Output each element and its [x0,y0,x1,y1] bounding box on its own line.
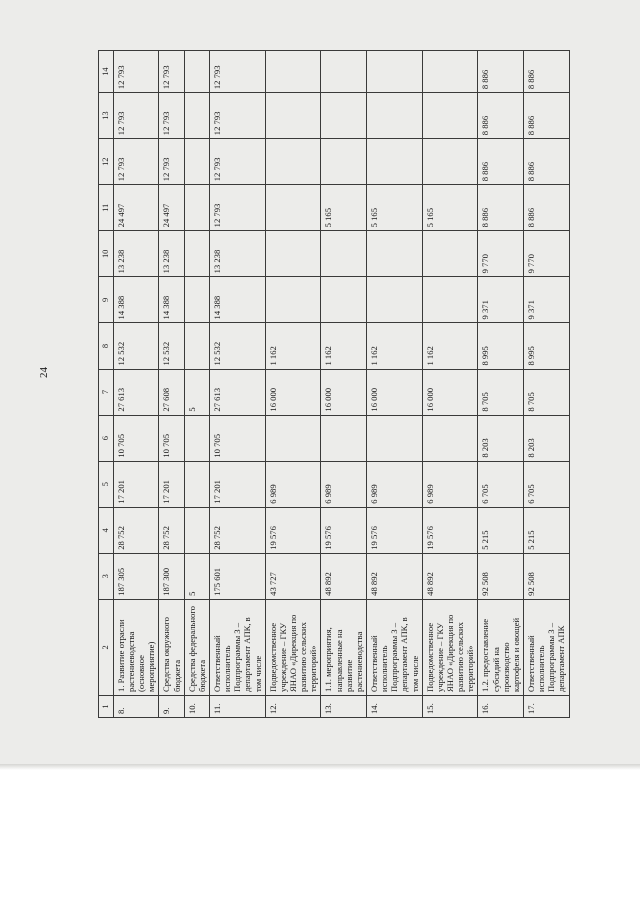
page-number: 24 [38,367,50,378]
column-header-12: 12 [99,139,114,185]
row-label: 1.2. предоставление субсидий на производство картофеля и овощей [478,599,524,695]
value-cell: 12 532 [159,323,184,369]
value-cell [184,507,209,553]
value-cell: 8 995 [478,323,524,369]
value-cell: 17 201 [210,461,266,507]
value-cell: 12 793 [159,51,184,93]
value-cell: 27 608 [159,369,184,415]
table-row [113,51,159,718]
value-cell [367,277,423,323]
value-cell: 27 613 [113,369,159,415]
table-row [523,51,569,718]
column-header-2: 2 [99,599,114,695]
value-cell [184,93,209,139]
row-number: 11. [210,695,266,717]
value-cell: 6 989 [321,461,367,507]
value-cell: 12 793 [210,51,266,93]
value-cell: 12 793 [210,185,266,231]
value-cell [321,415,367,461]
value-cell: 8 886 [523,51,569,93]
value-cell [265,415,321,461]
value-cell: 187 305 [113,553,159,599]
value-cell: 14 388 [113,277,159,323]
value-cell [422,139,478,185]
value-cell: 8 886 [523,93,569,139]
value-cell [321,231,367,277]
value-cell: 12 532 [113,323,159,369]
column-header-9: 9 [99,277,114,323]
value-cell [422,93,478,139]
value-cell [367,139,423,185]
value-cell [265,51,321,93]
value-cell: 175 601 [210,553,266,599]
column-header-3: 3 [99,553,114,599]
value-cell [422,277,478,323]
rotated-table-container [98,50,567,718]
value-cell: 5 [184,369,209,415]
value-cell: 5 215 [523,507,569,553]
value-cell: 48 892 [422,553,478,599]
value-cell: 16 000 [367,369,423,415]
row-number: 13. [321,695,367,717]
value-cell [184,51,209,93]
row-label: Ответственный исполнитель Подпрограммы 3 – департамент АПК [523,599,569,695]
row-label: Средства федерального бюджета [184,599,209,695]
value-cell [422,415,478,461]
value-cell: 8 886 [478,185,524,231]
value-cell: 12 793 [159,139,184,185]
column-header-8: 8 [99,323,114,369]
value-cell: 8 705 [478,369,524,415]
value-cell [265,231,321,277]
row-label: Подведомственное учреждение – ГКУ ЯНАО «Дирекция по развитию сельских территорий» [422,599,478,695]
value-cell [321,93,367,139]
row-label: 1.1. мероприятия, направленные на развитие растениеводства [321,599,367,695]
value-cell [367,231,423,277]
value-cell: 12 793 [113,93,159,139]
row-number: 9. [159,695,184,717]
value-cell: 5 165 [367,185,423,231]
value-cell: 19 576 [367,507,423,553]
value-cell: 8 886 [523,185,569,231]
table-row [159,51,184,718]
value-cell: 14 388 [159,277,184,323]
value-cell [184,277,209,323]
value-cell: 19 576 [265,507,321,553]
column-header-5: 5 [99,461,114,507]
value-cell: 6 989 [422,461,478,507]
value-cell [184,323,209,369]
value-cell: 8 203 [523,415,569,461]
table-row [422,51,478,718]
column-header-11: 11 [99,185,114,231]
value-cell: 8 886 [478,51,524,93]
table-row [478,51,524,718]
value-cell: 9 371 [523,277,569,323]
sheet-edge [0,764,640,770]
value-cell [321,277,367,323]
value-cell: 14 388 [210,277,266,323]
row-number: 12. [265,695,321,717]
value-cell: 16 000 [422,369,478,415]
value-cell [265,139,321,185]
column-header-10: 10 [99,231,114,277]
row-number: 8. [113,695,159,717]
column-header-14: 14 [99,51,114,93]
budget-table [98,50,570,718]
value-cell: 5 165 [422,185,478,231]
value-cell [367,51,423,93]
value-cell [184,415,209,461]
value-cell: 12 532 [210,323,266,369]
value-cell: 8 995 [523,323,569,369]
row-number: 10. [184,695,209,717]
value-cell [321,51,367,93]
value-cell: 10 705 [210,415,266,461]
row-number: 14. [367,695,423,717]
value-cell: 48 892 [367,553,423,599]
value-cell: 5 215 [478,507,524,553]
value-cell: 12 793 [159,93,184,139]
table-row [184,51,209,718]
table-row [265,51,321,718]
value-cell: 24 497 [113,185,159,231]
value-cell: 10 705 [159,415,184,461]
value-cell: 43 727 [265,553,321,599]
table-row [367,51,423,718]
value-cell: 5 165 [321,185,367,231]
value-cell: 13 238 [210,231,266,277]
value-cell: 8 886 [478,139,524,185]
value-cell: 12 793 [113,51,159,93]
table-row [210,51,266,718]
value-cell: 19 576 [422,507,478,553]
value-cell [265,277,321,323]
value-cell: 28 752 [159,507,184,553]
value-cell: 187 300 [159,553,184,599]
value-cell [184,185,209,231]
value-cell: 28 752 [210,507,266,553]
value-cell: 16 000 [265,369,321,415]
row-label: Ответственный исполнитель Подпрограммы 3 – департамент АПК, в том числе [367,599,423,695]
row-number: 15. [422,695,478,717]
value-cell [184,231,209,277]
value-cell: 24 497 [159,185,184,231]
value-cell: 1 162 [422,323,478,369]
row-label: 1. Развитие отрасли растениеводства (основное мероприятие) [113,599,159,695]
value-cell: 9 770 [523,231,569,277]
value-cell [367,93,423,139]
row-number: 17. [523,695,569,717]
value-cell [367,415,423,461]
value-cell [265,185,321,231]
value-cell: 27 613 [210,369,266,415]
value-cell: 5 [184,553,209,599]
column-header-7: 7 [99,369,114,415]
value-cell [184,461,209,507]
value-cell [321,139,367,185]
value-cell: 92 508 [478,553,524,599]
value-cell: 8 705 [523,369,569,415]
value-cell: 6 989 [367,461,423,507]
row-number: 16. [478,695,524,717]
column-header-4: 4 [99,507,114,553]
value-cell: 12 793 [210,93,266,139]
value-cell [184,139,209,185]
value-cell: 12 793 [113,139,159,185]
value-cell: 92 508 [523,553,569,599]
value-cell [265,93,321,139]
value-cell: 8 203 [478,415,524,461]
value-cell: 1 162 [367,323,423,369]
value-cell [422,231,478,277]
value-cell: 19 576 [321,507,367,553]
value-cell [422,51,478,93]
value-cell: 8 886 [523,139,569,185]
value-cell: 6 705 [523,461,569,507]
table-row [321,51,367,718]
value-cell: 13 238 [113,231,159,277]
value-cell: 10 705 [113,415,159,461]
row-label: Средства окружного бюджета [159,599,184,695]
header-row [99,51,114,718]
value-cell: 6 989 [265,461,321,507]
value-cell: 12 793 [210,139,266,185]
row-label: Подведомственное учреждение – ГКУ ЯНАО «Дирекция по развитию сельских территорий» [265,599,321,695]
column-header-6: 6 [99,415,114,461]
column-header-13: 13 [99,93,114,139]
value-cell: 1 162 [321,323,367,369]
value-cell: 6 705 [478,461,524,507]
value-cell: 16 000 [321,369,367,415]
value-cell: 17 201 [159,461,184,507]
value-cell: 28 752 [113,507,159,553]
value-cell: 9 770 [478,231,524,277]
value-cell: 1 162 [265,323,321,369]
column-header-1: 1 [99,695,114,717]
value-cell: 9 371 [478,277,524,323]
value-cell: 17 201 [113,461,159,507]
value-cell: 8 886 [478,93,524,139]
row-label: Ответственный исполнитель Подпрограммы 3 – департамент АПК, в том числе [210,599,266,695]
value-cell: 48 892 [321,553,367,599]
value-cell: 13 238 [159,231,184,277]
